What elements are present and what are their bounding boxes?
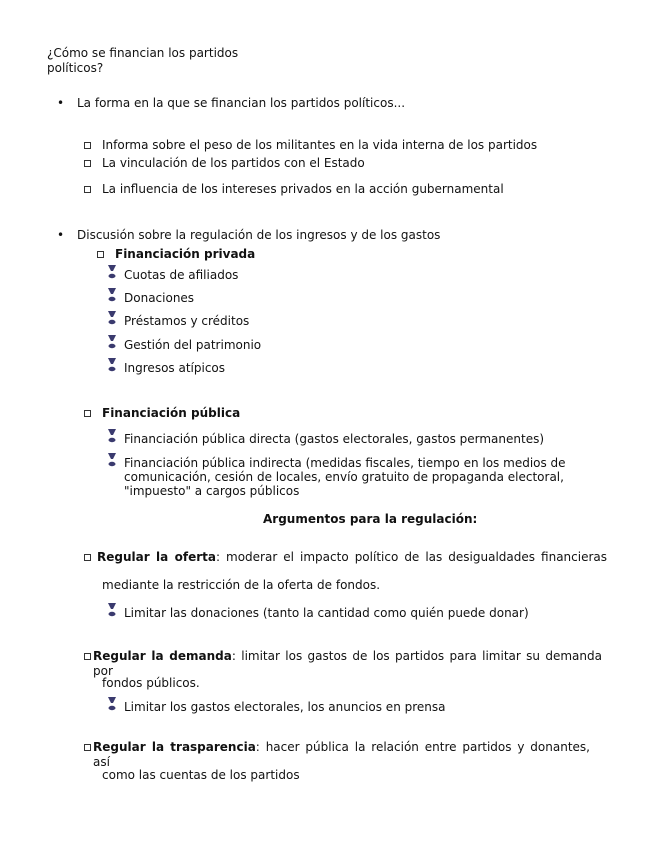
regular-oferta-sub: Limitar las donaciones (tanto la cantidad como quién puede donar) — [124, 606, 529, 620]
pin-icon — [107, 310, 117, 326]
bullet-dot: • — [57, 228, 65, 242]
financiacion-publica-heading: Financiación pública — [102, 406, 241, 420]
privada-item-5: Ingresos atípicos — [124, 361, 226, 375]
bullet-2-text: Discusión sobre la regulación de los ingresos y de los gastos — [77, 228, 441, 242]
regular-oferta-line-1 — [97, 550, 607, 565]
regular-demanda-sub: Limitar los gastos electorales, los anuncios en prensa — [124, 700, 446, 714]
bullet-dot: • — [57, 96, 65, 110]
regular-oferta-line-2: mediante la restricción de la oferta de fondos. — [102, 578, 381, 592]
pin-icon — [107, 357, 117, 373]
bullet-1-text: La forma en la que se financian los partidos políticos... — [77, 96, 406, 110]
regular-trasparencia-line-2: como las cuentas de los partidos — [102, 768, 300, 782]
pin-icon — [107, 428, 117, 444]
privada-item-4: Gestión del patrimonio — [124, 338, 262, 352]
square-bullet-icon — [84, 653, 91, 660]
regular-demanda-line-1 — [93, 649, 602, 679]
publica-item-2-line-3: "impuesto" a cargos públicos — [124, 484, 300, 498]
square-bullet-icon — [84, 160, 91, 167]
regular-trasparencia-line-1 — [93, 740, 590, 770]
publica-item-2-line-1: Financiación pública indirecta (medidas fiscales, tiempo en los medios de — [124, 456, 566, 470]
regular-trasparencia-text: : hacer pública la relación entre partidos y donantes, así — [93, 740, 590, 769]
pin-icon — [107, 334, 117, 350]
regular-oferta-label: Regular la oferta — [97, 550, 216, 564]
pin-icon — [107, 602, 117, 618]
pin-icon — [107, 287, 117, 303]
square-bullet-icon — [84, 554, 91, 561]
regular-demanda-text: : limitar los gastos de los partidos para limitar su demanda por — [93, 649, 602, 678]
pin-icon — [107, 452, 117, 468]
regular-demanda-label: Regular la demanda — [93, 649, 232, 663]
bullet-1-sub-2: La vinculación de los partidos con el Estado — [102, 156, 365, 170]
argumentos-heading: Argumentos para la regulación: — [263, 512, 478, 526]
square-bullet-icon — [84, 410, 91, 417]
regular-oferta-text: : moderar el impacto político de las desigualdades financieras — [215, 550, 607, 564]
regular-demanda-line-2: fondos públicos. — [102, 676, 200, 690]
financiacion-privada-heading: Financiación privada — [115, 247, 256, 261]
privada-item-2: Donaciones — [124, 291, 195, 305]
square-bullet-icon — [84, 142, 91, 149]
privada-item-3: Préstamos y créditos — [124, 314, 250, 328]
publica-item-1: Financiación pública directa (gastos electorales, gastos permanentes) — [124, 432, 545, 446]
page-title: ¿Cómo se financian los partidos políticos? — [47, 46, 239, 75]
publica-item-2-line-2: comunicación, cesión de locales, envío gratuito de propaganda electoral, — [124, 470, 564, 484]
pin-icon — [107, 264, 117, 280]
square-bullet-icon — [97, 251, 104, 258]
square-bullet-icon — [84, 744, 91, 751]
bullet-1-sub-1: Informa sobre el peso de los militantes en la vida interna de los partidos — [102, 138, 538, 152]
square-bullet-icon — [84, 186, 91, 193]
privada-item-1: Cuotas de afiliados — [124, 268, 239, 282]
regular-trasparencia-label: Regular la trasparencia — [93, 740, 256, 754]
bullet-1-sub-3: La influencia de los intereses privados en la acción gubernamental — [102, 182, 504, 196]
pin-icon — [107, 696, 117, 712]
